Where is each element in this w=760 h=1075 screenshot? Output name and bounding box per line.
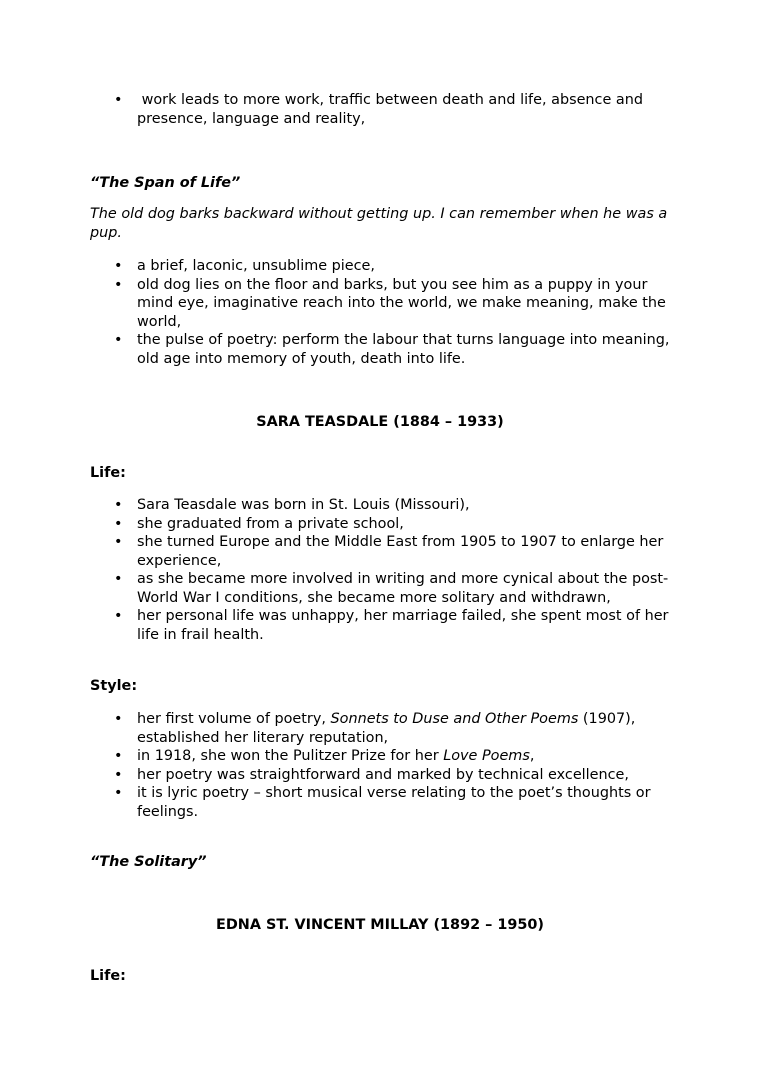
list-item: • her personal life was unhappy, her marriage failed, she spent most of her life in frail health. bbox=[90, 607, 670, 644]
list-item: • her first volume of poetry, Sonnets to Duse and Other Poems (1907), established her literary reputation, bbox=[90, 710, 670, 747]
section-label-style: Style: bbox=[90, 678, 138, 694]
section-label-life-millay: Life: bbox=[90, 968, 126, 984]
list-item: • the pulse of poetry: perform the labour that turns language into meaning, old age into memory of youth, death into life. bbox=[90, 331, 670, 368]
poem-quote: The old dog barks backward without getting up. I can remember when he was a pup. bbox=[90, 206, 668, 241]
list-item: • as she became more involved in writing and more cynical about the post-World War I conditions, she became more solitary and withdrawn, bbox=[90, 570, 670, 607]
list-item: • she graduated from a private school, bbox=[90, 515, 670, 534]
list-item: • in 1918, she won the Pulitzer Prize for her Love Poems, bbox=[90, 747, 670, 766]
author-heading-teasdale: SARA TEASDALE (1884 – 1933) bbox=[256, 414, 504, 430]
frost-notes-list bbox=[90, 91, 670, 128]
list-item: • she turned Europe and the Middle East from 1905 to 1907 to enlarge her experience, bbox=[90, 533, 670, 570]
poem-title-span-of-life: “The Span of Life” bbox=[90, 175, 241, 191]
list-item: • work leads to more work, traffic between death and life, absence and presence, language and reality, bbox=[90, 91, 670, 128]
list-item: • old dog lies on the floor and barks, but you see him as a puppy in your mind eye, imaginative reach into the world, we make meaning, make the world, bbox=[90, 276, 670, 332]
span-of-life-notes-list bbox=[90, 257, 670, 368]
teasdale-life-list bbox=[90, 496, 670, 644]
teasdale-style-list bbox=[90, 710, 670, 821]
section-label-life: Life: bbox=[90, 465, 126, 481]
list-item: • her poetry was straightforward and marked by technical excellence, bbox=[90, 766, 670, 785]
list-item: • a brief, laconic, unsublime piece, bbox=[90, 257, 670, 276]
list-item: • it is lyric poetry – short musical verse relating to the poet’s thoughts or feelings. bbox=[90, 784, 670, 821]
poem-title-solitary: “The Solitary” bbox=[90, 854, 207, 870]
list-item: • Sara Teasdale was born in St. Louis (Missouri), bbox=[90, 496, 670, 515]
author-heading-millay: EDNA ST. VINCENT MILLAY (1892 – 1950) bbox=[216, 917, 544, 933]
